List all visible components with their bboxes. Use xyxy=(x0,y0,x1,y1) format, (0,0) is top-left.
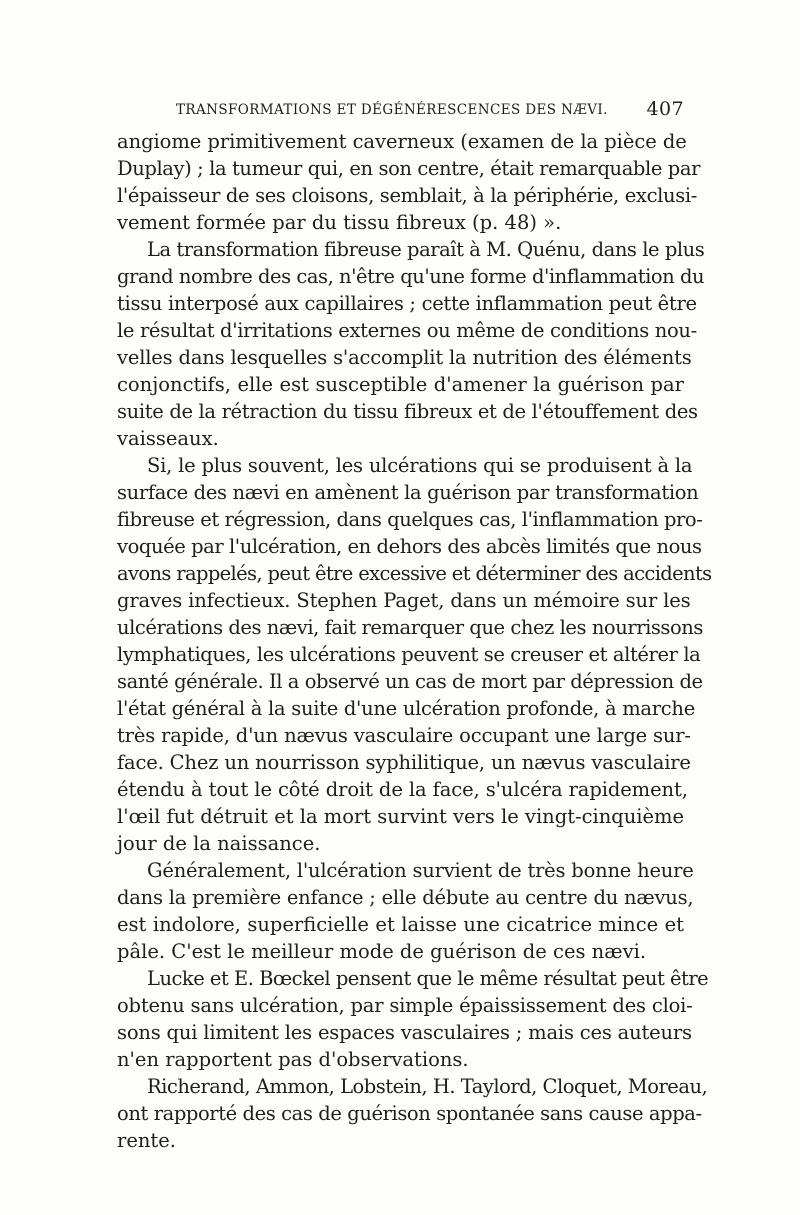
text-line: l'état général à la suite d'une ulcération profonde, à marche xyxy=(117,697,695,720)
text-line: santé générale. Il a observé un cas de mort par dépression de xyxy=(117,670,703,693)
text-line: Richerand, Ammon, Lobstein, H. Taylord, Cloquet, Moreau, xyxy=(147,1075,708,1098)
paragraph-1 xyxy=(117,128,701,236)
text-line: pâle. C'est le meilleur mode de guérison de ces nævi. xyxy=(117,940,647,963)
paragraph-5 xyxy=(117,965,709,1073)
text-line: Duplay) ; la tumeur qui, en son centre, était remarquable par xyxy=(117,157,701,180)
text-line: velles dans lesquelles s'accomplit la nutrition des éléments xyxy=(117,346,692,369)
text-line: l'œil fut détruit et la mort survint vers le vingt-cinquième xyxy=(117,805,685,828)
text-line: l'épaisseur de ses cloisons, semblait, à la périphérie, exclusi- xyxy=(117,184,698,207)
paragraph-3 xyxy=(117,452,712,857)
text-line: avons rappelés, peut être excessive et déterminer des accidents xyxy=(117,562,712,585)
text-line: Généralement, l'ulcération survient de très bonne heure xyxy=(147,859,694,882)
text-line: ulcérations des nævi, fait remarquer que chez les nourrissons xyxy=(117,616,703,639)
paragraph-2 xyxy=(117,236,705,452)
text-line: ont rapporté des cas de guérison spontanée sans cause appa- xyxy=(117,1102,702,1125)
running-head xyxy=(176,98,684,122)
text-line: obtenu sans ulcération, par simple épaississement des cloi- xyxy=(117,994,693,1017)
text-line: Si, le plus souvent, les ulcérations qui se produisent à la xyxy=(147,454,693,477)
text-line: vement formée par du tissu fibreux (p. 48) ». xyxy=(117,211,562,234)
text-line: étendu à tout le côté droit de la face, s'ulcéra rapidement, xyxy=(117,778,688,801)
text-line: grand nombre des cas, n'être qu'une forme d'inflammation du xyxy=(117,265,705,288)
text-line: graves infectieux. Stephen Paget, dans un mémoire sur les xyxy=(117,589,691,612)
body-text xyxy=(117,128,712,1154)
text-line: fibreuse et régression, dans quelques cas, l'inflammation pro- xyxy=(117,508,703,531)
text-line: face. Chez un nourrisson syphilitique, un nævus vasculaire xyxy=(117,751,691,774)
text-line: tissu interposé aux capillaires ; cette inflammation peut être xyxy=(117,292,697,315)
text-line: voquée par l'ulcération, en dehors des abcès limités que nous xyxy=(117,535,702,558)
text-line: conjonctifs, elle est susceptible d'amener la guérison par xyxy=(117,373,684,396)
page-number: 407 xyxy=(646,98,684,120)
text-line: La transformation fibreuse paraît à M. Quénu, dans le plus xyxy=(147,238,705,261)
text-line: surface des nævi en amènent la guérison par transformation xyxy=(117,481,699,504)
paragraph-6 xyxy=(117,1073,708,1154)
paragraph-4 xyxy=(117,857,694,965)
text-line: Lucke et E. Bœckel pensent que le même résultat peut être xyxy=(147,967,709,990)
text-line: sons qui limitent les espaces vasculaires ; mais ces auteurs xyxy=(117,1021,692,1044)
text-line: très rapide, d'un nævus vasculaire occupant une large sur- xyxy=(117,724,691,747)
text-line: rente. xyxy=(117,1129,176,1152)
text-line: dans la première enfance ; elle débute au centre du nævus, xyxy=(117,886,694,909)
text-line: angiome primitivement caverneux (examen de la pièce de xyxy=(117,130,687,153)
text-line: est indolore, superficielle et laisse une cicatrice mince et xyxy=(117,913,684,936)
running-title: TRANSFORMATIONS ET DÉGÉNÉRESCENCES DES NÆVI. xyxy=(176,102,608,118)
text-line: jour de la naissance. xyxy=(117,832,321,855)
text-line: vaisseaux. xyxy=(117,427,219,450)
text-line: n'en rapportent pas d'observations. xyxy=(117,1048,469,1071)
text-line: suite de la rétraction du tissu fibreux et de l'étouffement des xyxy=(117,400,698,423)
text-line: lymphatiques, les ulcérations peuvent se creuser et altérer la xyxy=(117,643,701,666)
text-line: le résultat d'irritations externes ou même de conditions nou- xyxy=(117,319,697,342)
